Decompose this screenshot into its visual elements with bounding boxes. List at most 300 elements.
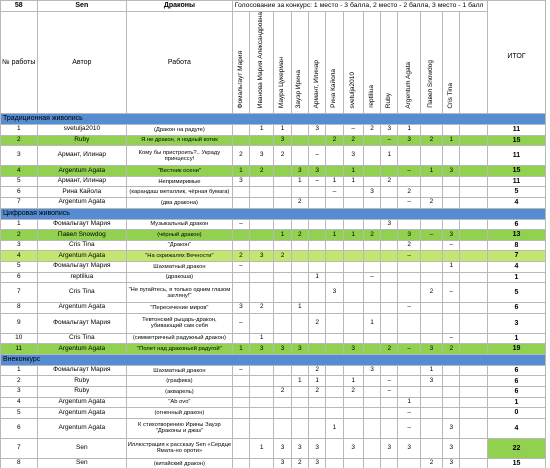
empty-cell[interactable]: [460, 166, 488, 177]
total-cell[interactable]: 22: [487, 438, 545, 458]
vote-cell[interactable]: [343, 219, 363, 230]
vote-cell[interactable]: [291, 261, 308, 272]
vote-cell[interactable]: 3: [250, 146, 274, 166]
vote-cell[interactable]: [232, 187, 249, 198]
vote-cell[interactable]: [381, 251, 398, 262]
vote-cell[interactable]: [250, 397, 274, 408]
author-cell[interactable]: Павел Snowdog: [37, 230, 126, 241]
vote-cell[interactable]: [232, 387, 249, 398]
vote-cell[interactable]: 3: [363, 365, 380, 376]
table-row[interactable]: [1, 197, 546, 208]
work-number[interactable]: 7: [1, 438, 38, 458]
work-cell[interactable]: Иллюстрация к рассказу Sen «Сердце Ямата-но ороти»: [127, 438, 233, 458]
author-cell[interactable]: Argentum Agata: [37, 418, 126, 438]
vote-cell[interactable]: [232, 230, 249, 241]
vote-cell[interactable]: 2: [291, 230, 308, 241]
work-cell[interactable]: (графика): [127, 376, 233, 387]
vote-cell[interactable]: [343, 251, 363, 262]
work-cell[interactable]: (два дракона): [127, 197, 233, 208]
vote-cell[interactable]: [326, 251, 343, 262]
vote-cell[interactable]: [232, 438, 249, 458]
vote-cell[interactable]: –: [398, 418, 420, 438]
total-cell[interactable]: 1: [487, 397, 545, 408]
vote-cell[interactable]: –: [443, 283, 460, 303]
work-number[interactable]: 2: [1, 230, 38, 241]
vote-cell[interactable]: –: [343, 124, 363, 135]
vote-cell[interactable]: 2: [274, 387, 291, 398]
vote-cell[interactable]: 1: [343, 176, 363, 187]
author-cell[interactable]: reptiliua: [37, 272, 126, 283]
vote-cell[interactable]: [420, 146, 442, 166]
total-cell[interactable]: 4: [487, 261, 545, 272]
empty-cell[interactable]: [460, 187, 488, 198]
vote-cell[interactable]: 1: [291, 176, 308, 187]
vote-cell[interactable]: [326, 219, 343, 230]
vote-cell[interactable]: [381, 261, 398, 272]
total-cell[interactable]: 3: [487, 313, 545, 333]
vote-cell[interactable]: 3: [443, 166, 460, 177]
table-row[interactable]: [1, 397, 546, 408]
vote-cell[interactable]: [291, 313, 308, 333]
vote-cell[interactable]: [343, 365, 363, 376]
empty-cell[interactable]: [460, 438, 488, 458]
vote-cell[interactable]: [309, 219, 326, 230]
vote-cell[interactable]: –: [232, 313, 249, 333]
author-cell[interactable]: Argentum Agata: [37, 166, 126, 177]
vote-cell[interactable]: 1: [381, 146, 398, 166]
work-number[interactable]: 2: [1, 376, 38, 387]
vote-cell[interactable]: [343, 197, 363, 208]
work-number[interactable]: 5: [1, 176, 38, 187]
vote-cell[interactable]: [443, 387, 460, 398]
vote-cell[interactable]: [363, 458, 380, 468]
vote-cell[interactable]: [274, 272, 291, 283]
work-cell[interactable]: (огненный дракон): [127, 408, 233, 419]
vote-cell[interactable]: [398, 283, 420, 303]
vote-cell[interactable]: [232, 418, 249, 438]
vote-cell[interactable]: [343, 458, 363, 468]
total-cell[interactable]: 6: [487, 219, 545, 230]
vote-cell[interactable]: [420, 219, 442, 230]
vote-cell[interactable]: [381, 333, 398, 344]
total-cell[interactable]: 6: [487, 303, 545, 314]
author-cell[interactable]: Рина Кайола: [37, 187, 126, 198]
vote-cell[interactable]: [291, 387, 308, 398]
total-cell[interactable]: 15: [487, 166, 545, 177]
work-cell[interactable]: (китайский дракон): [127, 458, 233, 468]
total-cell[interactable]: 11: [487, 124, 545, 135]
author-cell[interactable]: Армант, Илинар: [37, 176, 126, 187]
empty-cell[interactable]: [460, 313, 488, 333]
vote-cell[interactable]: 1: [309, 272, 326, 283]
empty-cell[interactable]: [460, 230, 488, 241]
vote-cell[interactable]: 2: [381, 344, 398, 355]
work-cell[interactable]: "Полет над драконьей радугой": [127, 344, 233, 355]
vote-cell[interactable]: [420, 387, 442, 398]
vote-cell[interactable]: 2: [363, 230, 380, 241]
author-cell[interactable]: Фомальгаут Мария: [37, 313, 126, 333]
total-cell[interactable]: 15: [487, 458, 545, 468]
table-row[interactable]: [1, 418, 546, 438]
vote-cell[interactable]: –: [326, 187, 343, 198]
vote-cell[interactable]: [381, 187, 398, 198]
vote-cell[interactable]: [326, 458, 343, 468]
vote-cell[interactable]: [326, 313, 343, 333]
vote-cell[interactable]: [420, 124, 442, 135]
vote-cell[interactable]: 2: [420, 135, 442, 146]
vote-cell[interactable]: –: [398, 166, 420, 177]
table-row[interactable]: [1, 376, 546, 387]
vote-cell[interactable]: [443, 251, 460, 262]
work-number[interactable]: 8: [1, 303, 38, 314]
vote-cell[interactable]: [274, 166, 291, 177]
vote-cell[interactable]: [363, 303, 380, 314]
table-row[interactable]: [1, 146, 546, 166]
vote-cell[interactable]: 1: [326, 418, 343, 438]
empty-cell[interactable]: [460, 418, 488, 438]
vote-cell[interactable]: [274, 176, 291, 187]
vote-cell[interactable]: [250, 187, 274, 198]
vote-cell[interactable]: 3: [398, 438, 420, 458]
vote-cell[interactable]: [398, 313, 420, 333]
vote-cell[interactable]: 1: [291, 376, 308, 387]
vote-cell[interactable]: 1: [343, 376, 363, 387]
vote-cell[interactable]: [363, 176, 380, 187]
empty-cell[interactable]: [460, 397, 488, 408]
table-row[interactable]: [1, 283, 546, 303]
vote-cell[interactable]: [398, 219, 420, 230]
vote-cell[interactable]: [420, 303, 442, 314]
vote-cell[interactable]: [250, 176, 274, 187]
vote-cell[interactable]: [326, 261, 343, 272]
vote-cell[interactable]: –: [420, 230, 442, 241]
vote-cell[interactable]: 1: [343, 166, 363, 177]
author-cell[interactable]: Фомальгаут Мария: [37, 219, 126, 230]
vote-cell[interactable]: 3: [326, 283, 343, 303]
vote-cell[interactable]: [291, 397, 308, 408]
vote-cell[interactable]: [381, 313, 398, 333]
vote-cell[interactable]: [274, 376, 291, 387]
vote-cell[interactable]: [363, 376, 380, 387]
vote-cell[interactable]: [381, 166, 398, 177]
table-row[interactable]: [1, 458, 546, 468]
empty-cell[interactable]: [460, 251, 488, 262]
work-cell[interactable]: Шахматный дракон: [127, 365, 233, 376]
vote-cell[interactable]: [232, 240, 249, 251]
vote-cell[interactable]: [381, 365, 398, 376]
vote-cell[interactable]: [309, 408, 326, 419]
vote-cell[interactable]: [363, 219, 380, 230]
vote-cell[interactable]: [274, 219, 291, 230]
empty-cell[interactable]: [460, 272, 488, 283]
vote-cell[interactable]: 3: [309, 166, 326, 177]
vote-cell[interactable]: –: [381, 376, 398, 387]
vote-cell[interactable]: 2: [250, 166, 274, 177]
vote-cell[interactable]: 1: [274, 124, 291, 135]
work-number[interactable]: 6: [1, 187, 38, 198]
vote-cell[interactable]: [363, 197, 380, 208]
vote-cell[interactable]: [420, 187, 442, 198]
work-number[interactable]: 6: [1, 418, 38, 438]
vote-cell[interactable]: 3: [420, 376, 442, 387]
vote-cell[interactable]: –: [363, 272, 380, 283]
vote-cell[interactable]: 3: [398, 135, 420, 146]
vote-cell[interactable]: 1: [398, 397, 420, 408]
total-cell[interactable]: 13: [487, 230, 545, 241]
vote-cell[interactable]: [420, 313, 442, 333]
vote-cell[interactable]: 3: [443, 458, 460, 468]
work-cell[interactable]: (симметричный радужный дракон): [127, 333, 233, 344]
vote-cell[interactable]: [250, 408, 274, 419]
empty-cell[interactable]: [460, 176, 488, 187]
vote-cell[interactable]: [363, 135, 380, 146]
vote-cell[interactable]: [363, 397, 380, 408]
total-cell[interactable]: 19: [487, 344, 545, 355]
vote-cell[interactable]: [291, 408, 308, 419]
vote-cell[interactable]: [381, 418, 398, 438]
work-cell[interactable]: Я не дракон, я нодный котик: [127, 135, 233, 146]
work-cell[interactable]: (чёрный дракон): [127, 230, 233, 241]
work-number[interactable]: 8: [1, 458, 38, 468]
vote-cell[interactable]: [326, 166, 343, 177]
total-cell[interactable]: 6: [487, 376, 545, 387]
vote-cell[interactable]: [381, 240, 398, 251]
vote-cell[interactable]: [291, 251, 308, 262]
vote-cell[interactable]: [443, 313, 460, 333]
vote-cell[interactable]: [291, 219, 308, 230]
work-number[interactable]: 4: [1, 166, 38, 177]
author-cell[interactable]: Армант, Илинар: [37, 146, 126, 166]
vote-cell[interactable]: 2: [326, 135, 343, 146]
vote-cell[interactable]: [326, 303, 343, 314]
table-row[interactable]: [1, 261, 546, 272]
empty-cell[interactable]: [460, 344, 488, 355]
vote-cell[interactable]: 2: [232, 251, 249, 262]
work-cell[interactable]: (Дракон на радуге): [127, 124, 233, 135]
total-cell[interactable]: 7: [487, 251, 545, 262]
vote-cell[interactable]: 2: [309, 365, 326, 376]
vote-cell[interactable]: [291, 272, 308, 283]
vote-cell[interactable]: –: [232, 219, 249, 230]
vote-cell[interactable]: 3: [250, 251, 274, 262]
vote-cell[interactable]: [343, 397, 363, 408]
work-number[interactable]: 3: [1, 240, 38, 251]
vote-cell[interactable]: [232, 124, 249, 135]
vote-cell[interactable]: [291, 283, 308, 303]
vote-cell[interactable]: [291, 240, 308, 251]
vote-cell[interactable]: [420, 438, 442, 458]
work-cell[interactable]: Музыкальный дракон: [127, 219, 233, 230]
vote-cell[interactable]: 3: [343, 146, 363, 166]
vote-cell[interactable]: [274, 283, 291, 303]
vote-cell[interactable]: [274, 397, 291, 408]
vote-cell[interactable]: [363, 146, 380, 166]
vote-cell[interactable]: 3: [274, 135, 291, 146]
vote-cell[interactable]: 2: [363, 124, 380, 135]
vote-cell[interactable]: [326, 344, 343, 355]
vote-cell[interactable]: [326, 146, 343, 166]
vote-cell[interactable]: [274, 261, 291, 272]
vote-cell[interactable]: [250, 240, 274, 251]
vote-cell[interactable]: [343, 333, 363, 344]
work-number[interactable]: 4: [1, 397, 38, 408]
vote-cell[interactable]: [274, 313, 291, 333]
work-number[interactable]: 1: [1, 124, 38, 135]
vote-cell[interactable]: [309, 397, 326, 408]
vote-cell[interactable]: [326, 387, 343, 398]
vote-cell[interactable]: 3: [443, 438, 460, 458]
vote-cell[interactable]: [381, 230, 398, 241]
vote-cell[interactable]: [363, 333, 380, 344]
vote-cell[interactable]: [232, 408, 249, 419]
total-cell[interactable]: 4: [487, 418, 545, 438]
vote-cell[interactable]: 2: [420, 458, 442, 468]
vote-cell[interactable]: 2: [343, 135, 363, 146]
vote-cell[interactable]: [343, 240, 363, 251]
vote-cell[interactable]: 1: [398, 124, 420, 135]
vote-cell[interactable]: [443, 365, 460, 376]
vote-cell[interactable]: 2: [274, 146, 291, 166]
vote-cell[interactable]: [250, 313, 274, 333]
empty-cell[interactable]: [460, 240, 488, 251]
vote-cell[interactable]: 2: [443, 344, 460, 355]
vote-cell[interactable]: [363, 261, 380, 272]
vote-cell[interactable]: 2: [309, 313, 326, 333]
vote-cell[interactable]: 3: [291, 344, 308, 355]
vote-cell[interactable]: 1: [250, 438, 274, 458]
vote-cell[interactable]: 3: [443, 230, 460, 241]
author-cell[interactable]: Argentum Agata: [37, 408, 126, 419]
vote-cell[interactable]: –: [398, 344, 420, 355]
vote-cell[interactable]: [291, 135, 308, 146]
vote-cell[interactable]: 3: [420, 344, 442, 355]
vote-cell[interactable]: 1: [363, 313, 380, 333]
vote-cell[interactable]: [326, 376, 343, 387]
table-row[interactable]: [1, 135, 546, 146]
table-row[interactable]: [1, 365, 546, 376]
vote-cell[interactable]: [443, 187, 460, 198]
work-cell[interactable]: (дракоша): [127, 272, 233, 283]
vote-cell[interactable]: 3: [274, 344, 291, 355]
vote-cell[interactable]: [363, 283, 380, 303]
vote-cell[interactable]: [343, 272, 363, 283]
vote-cell[interactable]: [291, 187, 308, 198]
vote-cell[interactable]: [343, 303, 363, 314]
vote-cell[interactable]: 1: [232, 344, 249, 355]
vote-cell[interactable]: [326, 438, 343, 458]
vote-cell[interactable]: 1: [443, 261, 460, 272]
table-row[interactable]: [1, 240, 546, 251]
table-row[interactable]: [1, 166, 546, 177]
work-cell[interactable]: "Вестник осени": [127, 166, 233, 177]
table-row[interactable]: [1, 251, 546, 262]
work-cell[interactable]: "Пересечение миров": [127, 303, 233, 314]
vote-cell[interactable]: [420, 408, 442, 419]
vote-cell[interactable]: –: [232, 261, 249, 272]
vote-cell[interactable]: [250, 283, 274, 303]
vote-cell[interactable]: [326, 408, 343, 419]
work-number[interactable]: 7: [1, 197, 38, 208]
vote-cell[interactable]: 3: [309, 438, 326, 458]
table-row[interactable]: [1, 124, 546, 135]
empty-cell[interactable]: [460, 333, 488, 344]
vote-cell[interactable]: 2: [309, 387, 326, 398]
vote-cell[interactable]: [398, 272, 420, 283]
vote-cell[interactable]: [309, 251, 326, 262]
empty-cell[interactable]: [460, 135, 488, 146]
empty-cell[interactable]: [460, 197, 488, 208]
vote-cell[interactable]: [309, 283, 326, 303]
author-cell[interactable]: Ruby: [37, 135, 126, 146]
vote-cell[interactable]: [274, 240, 291, 251]
work-number[interactable]: 10: [1, 333, 38, 344]
work-number[interactable]: 2: [1, 135, 38, 146]
vote-cell[interactable]: 1: [420, 365, 442, 376]
vote-cell[interactable]: [250, 272, 274, 283]
empty-cell[interactable]: [460, 458, 488, 468]
vote-cell[interactable]: [443, 146, 460, 166]
vote-cell[interactable]: [420, 333, 442, 344]
table-row[interactable]: [1, 408, 546, 419]
vote-cell[interactable]: [420, 261, 442, 272]
vote-cell[interactable]: [250, 387, 274, 398]
vote-cell[interactable]: 1: [250, 333, 274, 344]
total-cell[interactable]: 0: [487, 408, 545, 419]
vote-cell[interactable]: 2: [420, 283, 442, 303]
total-cell[interactable]: 11: [487, 146, 545, 166]
vote-cell[interactable]: –: [381, 135, 398, 146]
vote-cell[interactable]: [309, 240, 326, 251]
work-cell[interactable]: "Не пугайтесь, я только одним глазом загляну!": [127, 283, 233, 303]
vote-cell[interactable]: [326, 397, 343, 408]
empty-cell[interactable]: [460, 146, 488, 166]
vote-cell[interactable]: [381, 303, 398, 314]
vote-cell[interactable]: [309, 187, 326, 198]
table-row[interactable]: [1, 333, 546, 344]
vote-cell[interactable]: [381, 397, 398, 408]
vote-cell[interactable]: [274, 187, 291, 198]
table-row[interactable]: [1, 272, 546, 283]
vote-cell[interactable]: [398, 261, 420, 272]
vote-cell[interactable]: –: [398, 251, 420, 262]
vote-cell[interactable]: [398, 365, 420, 376]
total-cell[interactable]: 5: [487, 187, 545, 198]
vote-cell[interactable]: [326, 365, 343, 376]
vote-cell[interactable]: [343, 418, 363, 438]
empty-cell[interactable]: [460, 387, 488, 398]
vote-cell[interactable]: [309, 135, 326, 146]
vote-cell[interactable]: –: [309, 146, 326, 166]
author-cell[interactable]: Argentum Agata: [37, 197, 126, 208]
vote-cell[interactable]: 3: [343, 438, 363, 458]
total-cell[interactable]: 1: [487, 333, 545, 344]
table-row[interactable]: [1, 313, 546, 333]
vote-cell[interactable]: [274, 418, 291, 438]
vote-cell[interactable]: [443, 376, 460, 387]
author-cell[interactable]: Argentum Agata: [37, 397, 126, 408]
table-row[interactable]: [1, 230, 546, 241]
vote-cell[interactable]: [420, 240, 442, 251]
author-cell[interactable]: Argentum Agata: [37, 344, 126, 355]
vote-cell[interactable]: –: [443, 240, 460, 251]
vote-cell[interactable]: –: [309, 176, 326, 187]
vote-cell[interactable]: 3: [274, 438, 291, 458]
vote-cell[interactable]: [363, 408, 380, 419]
vote-cell[interactable]: [398, 146, 420, 166]
vote-cell[interactable]: [309, 333, 326, 344]
vote-cell[interactable]: [398, 333, 420, 344]
table-row[interactable]: [1, 187, 546, 198]
